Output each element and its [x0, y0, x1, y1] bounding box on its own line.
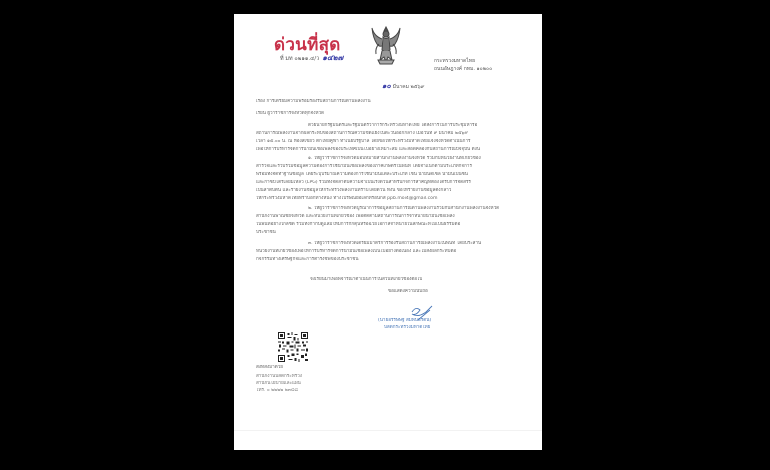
item1-line-4: และก๊าซปิโตรเลียมเหลว (LPG) รวมทั้งจัดลำดับความจำเป็นเร่งด่วนสำหรับกิจการสำคัญที่ต้องได้รับการจัดสรร — [256, 180, 471, 185]
item2-line-4: ประชาชน — [256, 230, 276, 235]
signatory-name: (นายอรรษิษฐ์ สัมพันธรัตน์) — [378, 318, 432, 323]
urgency-label: ด่วนที่สุด — [274, 35, 341, 55]
regards-text: ขอแสดงความนับถือ — [388, 289, 428, 294]
intro-line-3: เวลา ๑๕.๐๐ น. ณ ห้องสีเขียว ตึกไทยคู่ฟ้า ทำเนียบรัฐบาล โดยขอให้กระทรวงมหาดไทยแจ้งจังหวัดดำเนินการ — [256, 139, 471, 144]
page-divider — [234, 430, 542, 431]
organization-address — [434, 57, 492, 73]
garuda-emblem-icon — [369, 24, 403, 68]
contact-office-line-2: สำนักนโยบายและแผน — [256, 381, 301, 386]
document-date — [382, 81, 424, 92]
document-number-prefix: ที่ มท ๐๒๑๑.๔/ว — [280, 56, 320, 62]
organization-street: ถนนอัษฎางค์ กทม. ๑๐๒๐๐ — [434, 66, 493, 72]
item2-line-3: ในพื้นที่อย่างใกล้ชิด รวมทั้งกำกับดูแลมิให้มีการกักตุนหรือฉวยโอกาสจำหน่ายในลักษณะที่ไม่เป็นธรรมต่อ — [256, 222, 461, 227]
recipient-line: เรียน ผู้ว่าราชการจังหวัดทุกจังหวัด — [256, 111, 325, 116]
item3-line-2: หน่วยงานที่เกี่ยวข้องเพื่อให้การบริหารจัดการน้ำมันเชื้อเพลิงเป็นไปอย่างต่อเนื่อง และไม่ส่งผลกระทบต่อ — [256, 249, 457, 254]
organization-name: กระทรวงมหาดไทย — [434, 58, 476, 64]
item3-line-3: กิจกรรมทางเศรษฐกิจและการดำรงชีพของประชาชน — [256, 257, 359, 262]
contact-email-link[interactable]: ppb.moi4@gmail.com — [387, 196, 438, 201]
contact-office-line-1: สำนักงานปลัดกระทรวง — [256, 374, 303, 379]
intro-line-1: ด้วยนายกรัฐมนตรีและรัฐมนตรีว่าการกระทรวงมหาดไทย ได้สั่งการในการประชุมหารือ — [308, 123, 478, 128]
item3-line-1: ๓. ให้ผู้ว่าราชการจังหวัดเตรียมมาตรการรองรับสถานการณ์พลังงานในพื้นที่ โดยประสาน — [308, 241, 482, 246]
intro-line-4: เพื่อให้การบริหารจัดการน้ำมันเชื้อเพลิงของประเทศเป็นไปอย่างเหมาะสม และสอดคล้องกับสถานการณ์ปัจจุบัน ดังนี้ — [256, 147, 480, 152]
item1-line-6 — [256, 196, 524, 202]
item2-line-1: ๒. ให้ผู้ว่าราชการจังหวัดบูรณาการข้อมูลสถานการณ์ด้านพลังงานร่วมกับสำนักงานพลังงานจังหวัด — [308, 206, 500, 211]
qr-caption: สิ่งที่ส่งมาด้วย — [256, 365, 283, 370]
document-number — [280, 52, 343, 64]
item1-line-3: พร้อมทั้งจัดทำฐานข้อมูล โดยระบุปริมาณความต้องการใช้น้ำมันแต่ละประเภท เช่น น้ำมันดีเซล น้ำมันเบนซิน — [256, 172, 468, 177]
contact-phone: โทร. ๐ ๒๒๒๒ ๒๓๔๘ — [256, 388, 298, 393]
date-month-year: มีนาคม ๒๕๖๙ — [392, 84, 425, 90]
item1-line-1: ๑. ให้ผู้ว่าราชการจังหวัดมอบหมายสำนักงานพลังงานจังหวัด ร่วมกับหน่วยงานที่เกี่ยวข้อง — [308, 156, 481, 161]
item1-line-6-text: ให้กระทรวงมหาดไทยทราบอีกทางหนึ่ง ทางไปรษณีย์อิเล็กทรอนิกส์ — [256, 196, 386, 201]
item2-line-2: สำนักงานพาณิชย์จังหวัด และหน่วยงานที่เกี่ยวข้อง เพื่อติดตามสถานการณ์การจำหน่ายน้ำมันเชื้อเพลิง — [256, 214, 455, 219]
intro-line-2: สถานการณ์พลังงานจากผลกระทบของสถานการณ์ความขัดแย้งในตะวันออกกลาง เมื่อวันที่ ๙ มีนาคม ๒๕๖๙ — [256, 131, 468, 136]
qr-code-icon[interactable] — [278, 332, 308, 362]
document-number-stamp: ๑๔๒๗ — [322, 53, 344, 62]
document-page — [234, 14, 542, 450]
closing-text: จึงเรียนมาเพื่อพิจารณาดำเนินการในส่วนที่เกี่ยวข้องต่อไป — [310, 277, 423, 282]
date-day: ๑๐ — [382, 82, 391, 90]
item1-line-5: เป็นลำดับต้น และรายงานข้อมูลให้กระทรวงพลังงานทราบโดยด่วน ทั้งนี้ ขอให้รายงานข้อมูลดังกล่าว — [256, 188, 452, 193]
signatory-title: ปลัดกระทรวงมหาดไทย — [384, 325, 431, 330]
item1-line-2: สำรวจและรวบรวมข้อมูลความต้องการใช้น้ำมันเชื้อเพลิงของภาคเกษตรในพื้นที่ โดยจำแนกตามประเภทกิจการ — [256, 164, 472, 169]
subject-line: เรื่อง การเตรียมความพร้อมรองรับสถานการณ์ด้านพลังงาน — [256, 99, 371, 104]
